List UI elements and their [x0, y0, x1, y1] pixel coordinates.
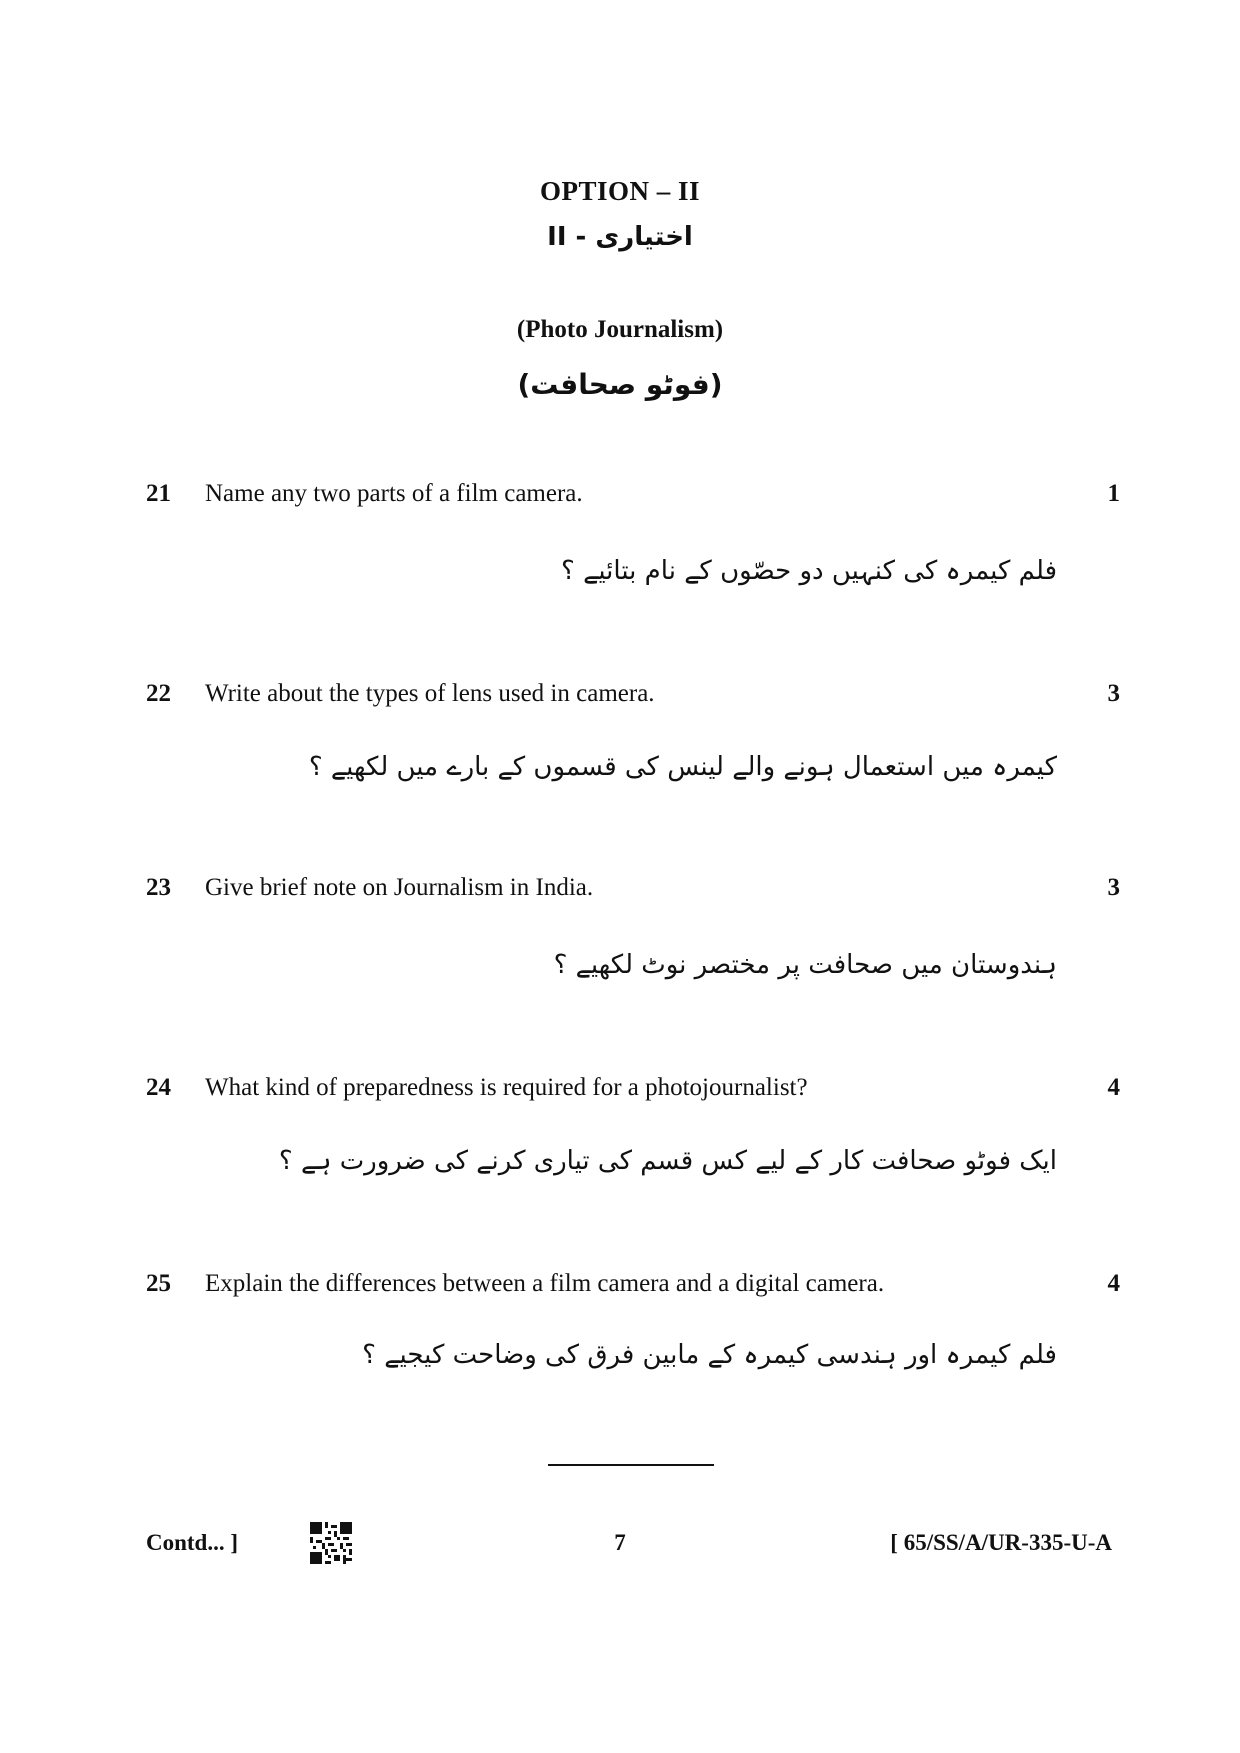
question-marks: 3 [1107, 680, 1120, 707]
option-title: OPTION – II [539, 176, 701, 206]
page-number: 7 [614, 1530, 626, 1555]
qr-code-icon [310, 1522, 352, 1564]
question-text-english: Write about the types of lens used in camera. [205, 680, 655, 707]
question-number: 21 [146, 480, 171, 507]
question-text-urdu: کیمرہ میں استعمال ہونے والے لینس کی قسموں کے بارے میں لکھیے ؟ [308, 752, 1057, 782]
question-text-urdu: ایک فوٹو صحافت کار کے لیے کس قسم کی تیاری کرنے کی ضرورت ہے ؟ [278, 1146, 1057, 1176]
paper-code: [ 65/SS/A/UR-335-U-A [890, 1530, 1112, 1555]
question-marks: 1 [1107, 480, 1120, 507]
end-rule [548, 1464, 714, 1466]
question-text-english: What kind of preparedness is required for a photojournalist? [205, 1074, 808, 1101]
footer-contd: Contd... ] [146, 1530, 239, 1555]
question-marks: 4 [1107, 1074, 1120, 1101]
question-text-english: Name any two parts of a film camera. [205, 480, 583, 507]
question-number: 22 [146, 680, 171, 707]
subject-title: (Photo Journalism) [516, 316, 724, 343]
subject-title-urdu: (فوٹو صحافت) [517, 368, 723, 401]
question-number: 25 [146, 1270, 171, 1297]
question-text-english: Explain the differences between a film camera and a digital camera. [205, 1270, 885, 1297]
question-number: 23 [146, 874, 171, 901]
question-marks: 3 [1107, 874, 1120, 901]
question-marks: 4 [1107, 1270, 1120, 1297]
question-text-english: Give brief note on Journalism in India. [205, 874, 594, 901]
question-text-urdu: فلم کیمرہ کی کنہیں دو حصّوں کے نام بتائیے ؟ [561, 556, 1057, 586]
question-text-urdu: ہندوستان میں صحافت پر مختصر نوٹ لکھیے ؟ [553, 950, 1057, 980]
question-number: 24 [146, 1074, 171, 1101]
question-text-urdu: فلم کیمرہ اور ہندسی کیمرہ کے مابین فرق کی وضاحت کیجیے ؟ [362, 1340, 1057, 1370]
option-title-urdu: II - اختیاری [547, 222, 693, 252]
